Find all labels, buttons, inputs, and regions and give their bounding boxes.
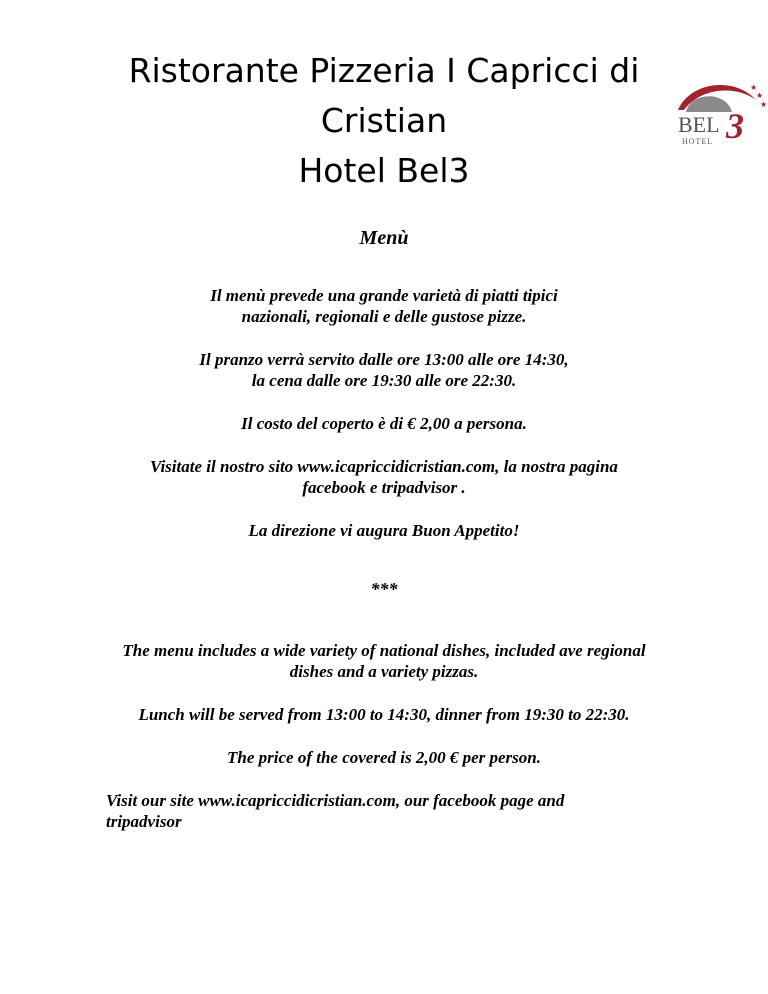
italian-paragraph-3 [0,413,768,434]
text-line: The price of the covered is 2,00 € per person. [227,748,541,767]
english-paragraph-2 [0,704,768,725]
text-line: The menu includes a wide variety of national dishes, included ave regional [122,641,646,660]
italian-paragraph-2 [0,349,768,391]
text-line: Visitate il nostro sito www.icapriccidicristian.com, la nostra pagina [150,457,618,476]
menu-heading: Menù [359,227,409,249]
logo-star-3: ★ [760,100,768,109]
text-line: tripadvisor [106,812,182,831]
menu-content [0,228,768,854]
text-line: dishes and a variety pizzas. [289,662,479,681]
italian-paragraph-4 [0,456,768,498]
text-line: Visit our site www.icapriccidicristian.com, our facebook page and [106,791,565,810]
logo-star-1: ★ [750,83,758,92]
logo-star-2: ★ [756,91,764,100]
text-line: Il menù prevede una grande varietà di piatti tipici [210,286,558,305]
text-line: Il costo del coperto è di € 2,00 a persona. [241,414,527,433]
logo-subword: HOTEL [682,137,714,146]
text-line: Lunch will be served from 13:00 to 14:30, dinner from 19:30 to 22:30. [138,705,630,724]
text-line: La direzione vi augura Buon Appetito! [248,521,520,540]
english-paragraph-4 [0,790,686,832]
text-line: Il pranzo verrà servito dalle ore 13:00 alle ore 14:30, [199,350,569,369]
title-line-2: Cristian [320,101,448,140]
italian-paragraph-1 [0,285,768,327]
english-paragraph-3 [0,747,768,768]
english-paragraph-1 [0,640,768,682]
separator: *** [370,579,398,599]
hotel-bel3-logo [668,76,768,152]
logo-word: BEL [678,112,720,137]
text-line: nazionali, regionali e delle gustose pizze. [241,307,527,326]
italian-paragraph-5 [0,520,768,541]
title-line-3: Hotel Bel3 [298,151,470,190]
text-line: la cena dalle ore 19:30 alle ore 22:30. [251,371,517,390]
text-line: facebook e tripadvisor . [302,478,466,497]
title-line-1: Ristorante Pizzeria I Capricci di [128,51,640,90]
restaurant-title [0,46,768,196]
logo-number: 3 [726,106,744,146]
